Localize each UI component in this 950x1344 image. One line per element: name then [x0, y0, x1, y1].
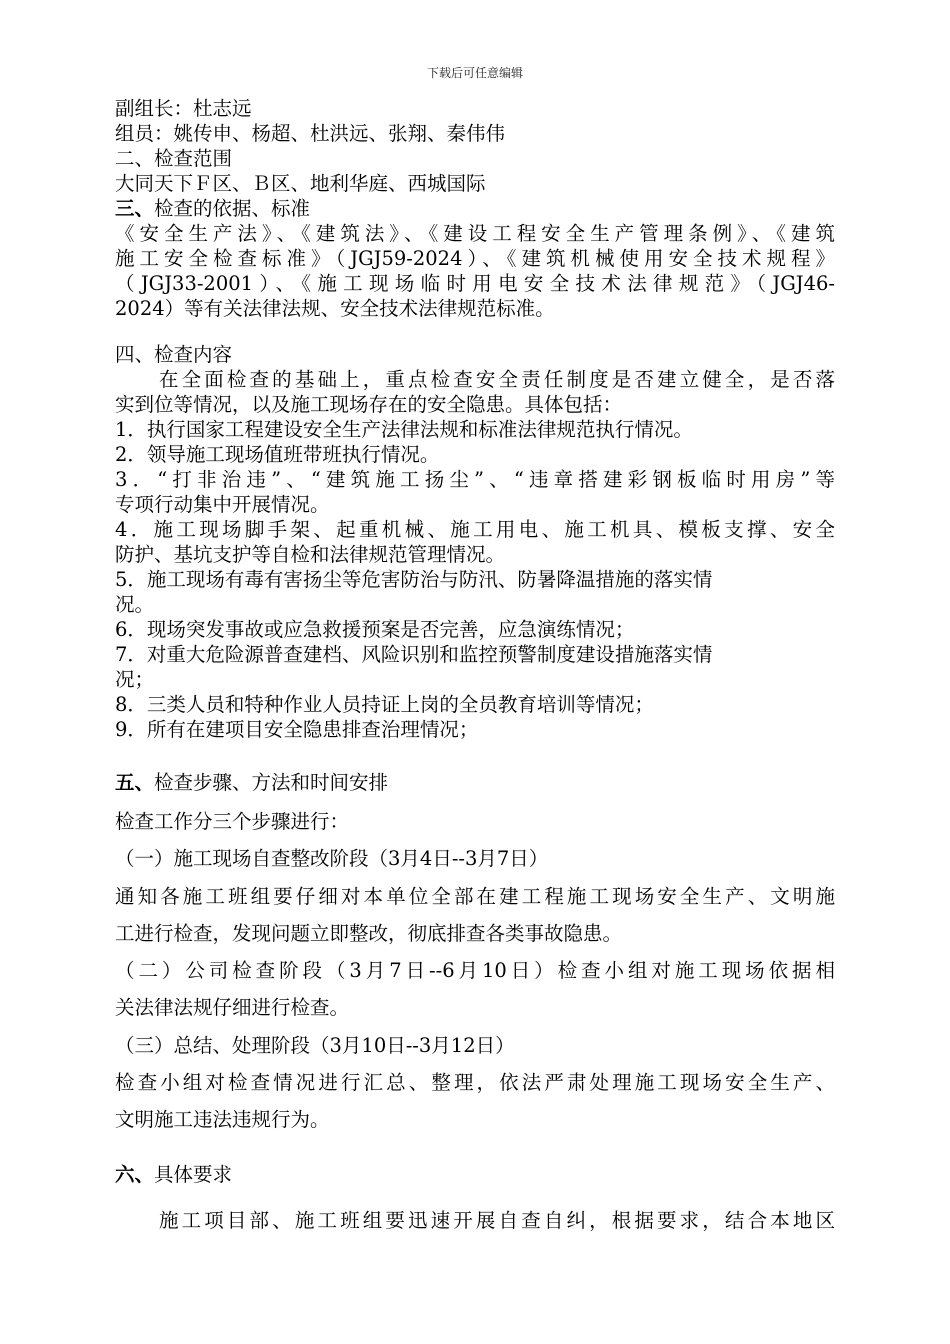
step-2-line-1: （二）公司检查阶段（3月7日--6月10日）检查小组对施工现场依据相 — [115, 959, 835, 982]
section-3-title: 检查的依据、标准 — [154, 197, 311, 220]
content-item-9: 9．所有在建项目安全隐患排查治理情况； — [115, 718, 479, 741]
section-2-heading: 二、检查范围 — [115, 147, 233, 170]
basis-line-3: （JGJ33-2001）、《施工现场临时用电安全技术法律规范》（JGJ46- — [115, 272, 835, 295]
content-item-3-line-1: 3．“打非治违”、“建筑施工扬尘”、“违章搭建彩钢板临时用房”等 — [115, 468, 835, 491]
section-5-title: 检查步骤、方法和时间安排 — [154, 771, 389, 794]
content-item-4-line-1: 4．施工现场脚手架、起重机械、施工用电、施工机具、模板支撑、安全 — [115, 518, 835, 541]
members-line: 组员：姚传申、杨超、杜洪远、张翔、秦伟伟 — [115, 122, 506, 145]
content-item-5-line-2: 况。 — [115, 593, 155, 616]
basis-line-2: 施工安全检查标准》（JGJ59-2024）、《建筑机械使用安全技术规程》 — [115, 247, 835, 270]
content-item-8: 8．三类人员和特种作业人员持证上岗的全员教育培训等情况； — [115, 693, 654, 716]
content-item-7-line-1: 7．对重大危险源普查建档、风险识别和监控预警制度建设措施落实情 — [115, 643, 713, 666]
section-3-number: 三、 — [115, 197, 155, 220]
step-1-text-line-1: 通知各施工班组要仔细对本单位全部在建工程施工现场安全生产、文明施 — [115, 885, 835, 908]
content-item-6: 6．现场突发事故或应急救援预案是否完善，应急演练情况； — [115, 618, 635, 641]
step-3-text-line-1: 检查小组对检查情况进行汇总、整理，依法严肃处理施工现场安全生产、 — [115, 1071, 835, 1094]
content-intro-line-2: 实到位等情况，以及施工现场存在的安全隐患。具体包括： — [115, 393, 623, 416]
step-3-heading: （三）总结、处理阶段（3月10日--3月12日） — [115, 1034, 515, 1057]
page-header: 下载后可任意编辑 — [426, 66, 523, 80]
section-5-heading — [115, 770, 835, 795]
content-item-2: 2．领导施工现场值班带班执行情况。 — [115, 443, 440, 466]
step-2-line-2: 关法律法规仔细进行检查。 — [115, 996, 350, 1019]
section-3-heading — [115, 196, 835, 221]
content-intro-line-1: 在全面检查的基础上，重点检查安全责任制度是否建立健全，是否落 — [159, 368, 835, 391]
requirements-line-1: 施工项目部、施工班组要迅速开展自查自纠，根据要求，结合本地区 — [159, 1209, 835, 1232]
section-5-number: 五、 — [115, 771, 155, 794]
section-6-number: 六、 — [115, 1163, 155, 1186]
section-6-title: 具体要求 — [154, 1163, 233, 1186]
scope-line: 大同天下Ｆ区、Ｂ区、地利华庭、西城国际 — [115, 172, 486, 195]
content-item-4-line-2: 防护、基坑支护等自检和法律规范管理情况。 — [115, 543, 506, 566]
basis-line-4: 2024）等有关法律法规、安全技术法律规范标准。 — [115, 297, 555, 320]
step-1-text-line-2: 工进行检查，发现问题立即整改，彻底排查各类事故隐患。 — [115, 922, 623, 945]
content-item-5-line-1: 5．施工现场有毒有害扬尘等危害防治与防汛、防暑降温措施的落实情 — [115, 568, 713, 591]
deputy-leader-line: 副组长：杜志远 — [115, 97, 252, 120]
section-6-heading — [115, 1162, 835, 1187]
step-1-heading: （一）施工现场自查整改阶段（3月4日--3月7日） — [115, 847, 549, 870]
content-item-3-line-2: 专项行动集中开展情况。 — [115, 493, 330, 516]
content-item-1: 1．执行国家工程建设安全生产法律法规和标准法律规范执行情况。 — [115, 418, 693, 441]
basis-line-1: 《安全生产法》、《建筑法》、《建设工程安全生产管理条例》、《建筑 — [115, 222, 835, 245]
content-item-7-line-2: 况； — [115, 668, 155, 691]
step-3-text-line-2: 文明施工违法违规行为。 — [115, 1108, 330, 1131]
steps-intro: 检查工作分三个步骤进行： — [115, 810, 350, 833]
section-4-heading: 四、检查内容 — [115, 343, 233, 366]
